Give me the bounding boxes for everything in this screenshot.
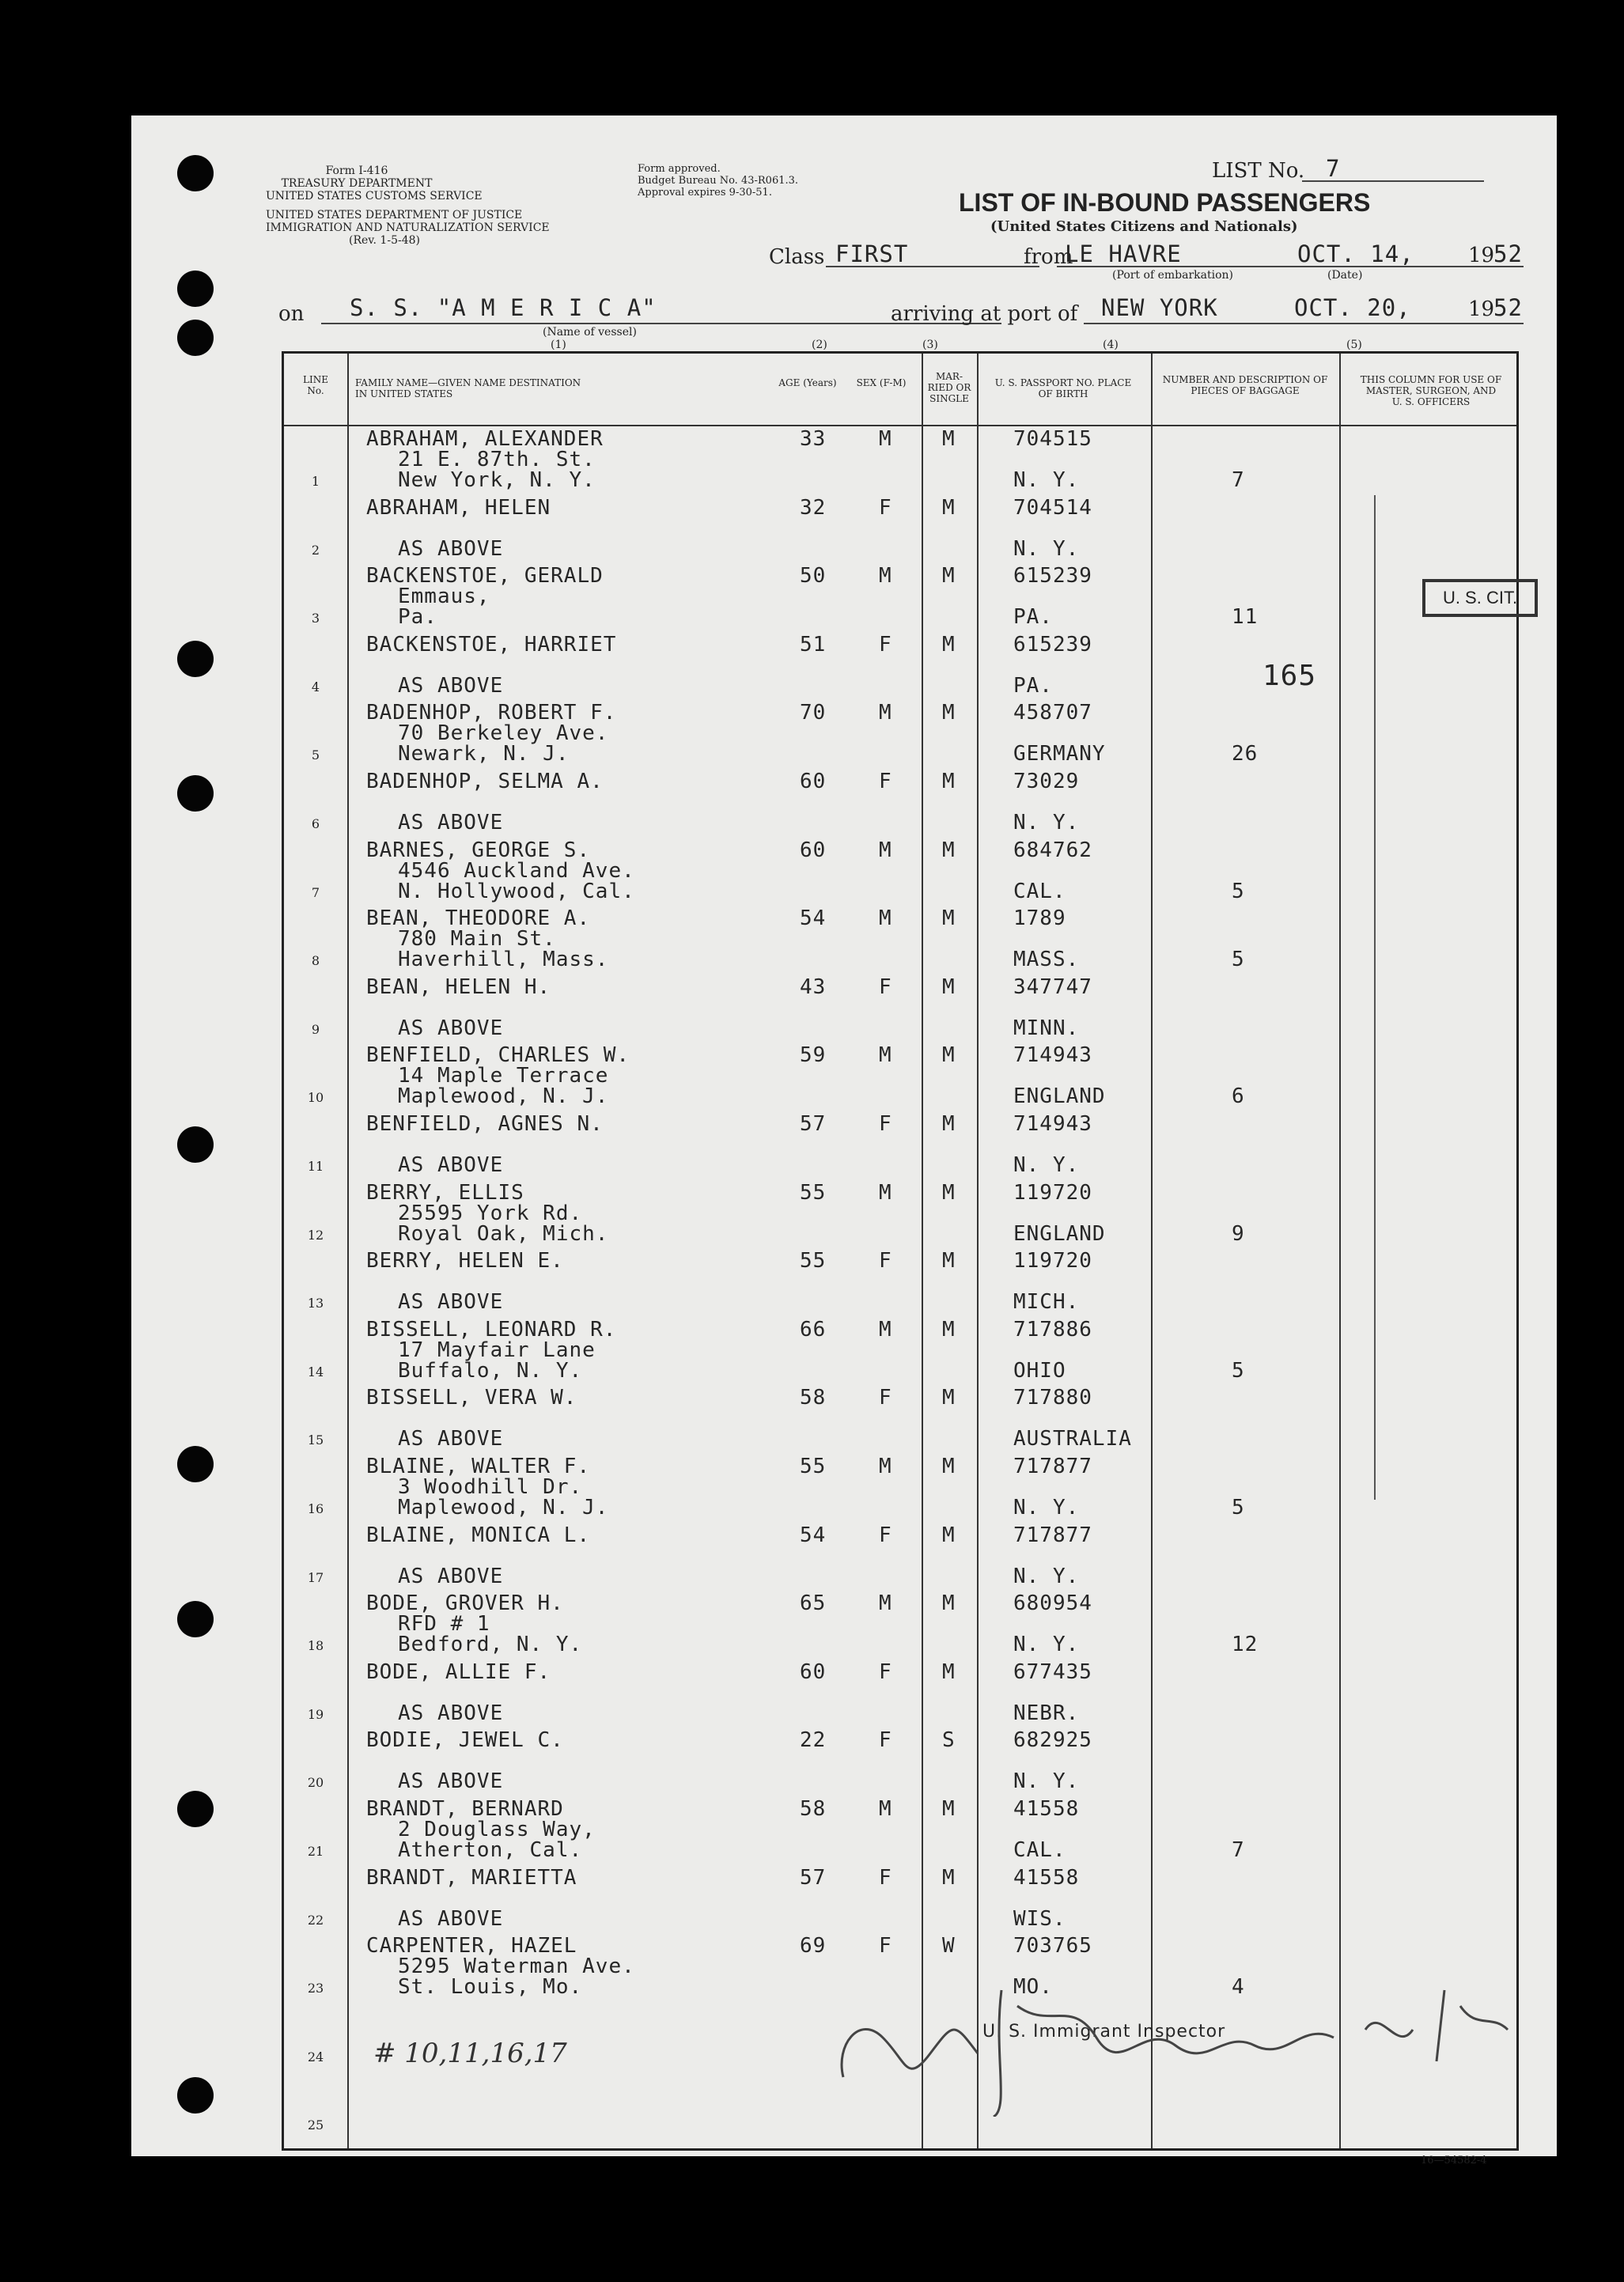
place-of-birth: ENGLAND	[1013, 1084, 1106, 1109]
place-of-birth: OHIO	[1013, 1358, 1066, 1383]
passport-number: 677435	[1013, 1659, 1092, 1684]
marital-status: M	[942, 1317, 956, 1342]
passenger-name: BACKENSTOE, GERALD	[366, 564, 604, 588]
passport-number: 680954	[1013, 1591, 1092, 1616]
table-row	[284, 497, 1516, 565]
list-no-underline	[1302, 180, 1484, 182]
col-header-passport: U. S. PASSPORT NO. PLACE OF BIRTH	[994, 377, 1132, 399]
address-line-2: AS ABOVE	[398, 811, 504, 834]
line-number: 9	[311, 1021, 320, 1037]
passenger-name: CARPENTER, HAZEL	[366, 1934, 577, 1958]
marital-status: M	[942, 1112, 956, 1136]
line-number: 6	[311, 816, 320, 831]
marital-status: M	[942, 564, 956, 588]
passport-number: 347747	[1013, 974, 1092, 999]
binder-hole	[177, 271, 214, 307]
table-row	[284, 1319, 1516, 1387]
arriving-label: arriving at port of	[891, 302, 1078, 326]
address-line-2: AS ABOVE	[398, 1564, 504, 1588]
address-line-2: Royal Oak, Mich.	[398, 1221, 609, 1246]
passport-number: 717877	[1013, 1523, 1092, 1547]
sex: F	[879, 974, 892, 999]
passport-number: 41558	[1013, 1797, 1080, 1821]
approval-block: Form approved. Budget Bureau No. 43-R061.3. Approval expires 9-30-51.	[638, 163, 799, 199]
table-row	[284, 1182, 1516, 1250]
passport-number: 73029	[1013, 770, 1080, 793]
passport-number: 704514	[1013, 495, 1092, 520]
address-line-1: 2 Douglass Way,	[398, 1818, 596, 1841]
marital-status: M	[942, 838, 956, 862]
address-line-1: 70 Berkeley Ave.	[398, 721, 609, 746]
table-row	[284, 702, 1516, 770]
passenger-table	[282, 351, 1519, 2151]
marital-status: M	[942, 1043, 956, 1068]
baggage-count: 6	[1232, 1084, 1245, 1109]
handwritten-note: # 10,11,16,17	[373, 2038, 567, 2069]
address-line-1: 3 Woodhill Dr.	[398, 1475, 583, 1499]
baggage-count: 5	[1232, 1496, 1245, 1519]
place-of-birth: N. Y.	[1013, 1564, 1080, 1588]
passenger-name: BENFIELD, CHARLES W.	[366, 1043, 630, 1068]
sex: M	[879, 906, 892, 931]
table-row	[284, 1250, 1516, 1318]
table-row	[284, 1113, 1516, 1181]
line-number: 21	[307, 1844, 324, 1859]
passenger-name: BISSELL, LEONARD R.	[366, 1317, 617, 1342]
passport-number: 458707	[1013, 701, 1092, 725]
address-line-1: Emmaus,	[398, 585, 490, 609]
marital-status: M	[942, 770, 956, 793]
passport-number: 41558	[1013, 1865, 1080, 1890]
marital-status: M	[942, 1455, 956, 1478]
place-of-birth: NEBR.	[1013, 1701, 1080, 1725]
passport-number: 717880	[1013, 1386, 1092, 1410]
marital-status: M	[942, 1249, 956, 1273]
line-number: 22	[307, 1912, 324, 1928]
address-line-2: Newark, N. J.	[398, 742, 570, 766]
address-line-2: Haverhill, Mass.	[398, 948, 609, 972]
age: 66	[800, 1317, 827, 1342]
place-of-birth: GERMANY	[1013, 742, 1106, 766]
sex: M	[879, 1180, 892, 1205]
passport-number: 119720	[1013, 1249, 1092, 1273]
vessel-name: S. S. "A M E R I C A"	[350, 294, 657, 321]
address-line-2: Maplewood, N. J.	[398, 1496, 609, 1519]
address-line-2: Maplewood, N. J.	[398, 1084, 609, 1109]
passenger-name: BEAN, HELEN H.	[366, 974, 551, 999]
line-number: 2	[311, 542, 320, 558]
place-of-birth: MINN.	[1013, 1016, 1080, 1040]
table-row	[284, 839, 1516, 907]
binder-hole	[177, 641, 214, 677]
baggage-count: 7	[1232, 1838, 1245, 1862]
baggage-count: 5	[1232, 879, 1245, 903]
marital-status: M	[942, 427, 956, 451]
passenger-name: ABRAHAM, ALEXANDER	[366, 427, 604, 451]
address-line-1: 4546 Auckland Ave.	[398, 858, 635, 883]
sex: M	[879, 701, 892, 725]
age: 32	[800, 495, 827, 520]
sex: F	[879, 495, 892, 520]
port-of-embarkation: LE HAVRE	[1065, 240, 1182, 267]
address-line-1: 780 Main St.	[398, 927, 556, 952]
sex: M	[879, 427, 892, 451]
line-number: 10	[307, 1090, 324, 1106]
form-title: LIST OF IN-BOUND PASSENGERS	[959, 188, 1371, 217]
address-line-2: AS ABOVE	[398, 1290, 504, 1315]
age: 33	[800, 427, 827, 451]
embarkation-caption: (Port of embarkation)	[1112, 269, 1233, 282]
list-no-label: LIST No.	[1212, 159, 1305, 183]
line-number: 13	[307, 1296, 324, 1311]
line-number: 3	[311, 611, 320, 626]
address-line-2: New York, N. Y.	[398, 468, 596, 492]
passport-number: 615239	[1013, 632, 1092, 657]
age: 55	[800, 1180, 827, 1205]
place-of-birth: N. Y.	[1013, 1153, 1080, 1177]
age: 50	[800, 564, 827, 588]
sex: M	[879, 564, 892, 588]
line-number: 24	[307, 2049, 324, 2064]
age: 69	[800, 1934, 827, 1958]
age: 70	[800, 701, 827, 725]
address-line-2: Buffalo, N. Y.	[398, 1358, 583, 1383]
arrival-date: OCT. 20,	[1294, 294, 1411, 321]
col-header-age: AGE (Years)	[778, 377, 837, 388]
line-number: 1	[311, 474, 320, 489]
sex: F	[879, 1728, 892, 1753]
class-value: FIRST	[835, 240, 909, 267]
arrival-port: NEW YORK	[1101, 294, 1218, 321]
line-number: 12	[307, 1227, 324, 1243]
sex: M	[879, 1455, 892, 1478]
departure-date: OCT. 14,	[1297, 240, 1414, 267]
sex: F	[879, 1659, 892, 1684]
baggage-count: 5	[1232, 948, 1245, 972]
passenger-name: BODE, GROVER H.	[366, 1591, 564, 1616]
marital-status: W	[942, 1934, 956, 1958]
binder-hole	[177, 1126, 214, 1163]
us-citizen-stamp: U. S. CIT.	[1422, 579, 1538, 617]
line-number: 8	[311, 953, 320, 969]
binder-hole	[177, 1446, 214, 1482]
sex: M	[879, 1797, 892, 1821]
line-number: 16	[307, 1501, 324, 1516]
place-of-birth: N. Y.	[1013, 1496, 1080, 1519]
binder-hole	[177, 155, 214, 191]
col-header-officers: THIS COLUMN FOR USE OF MASTER, SURGEON, AND U. S. OFFICERS	[1360, 374, 1502, 407]
sex: F	[879, 1112, 892, 1136]
date-caption: (Date)	[1327, 269, 1363, 282]
line-number: 15	[307, 1432, 324, 1448]
address-line-1: RFD # 1	[398, 1612, 490, 1637]
marital-status: M	[942, 495, 956, 520]
table-row	[284, 565, 1516, 633]
age: 60	[800, 770, 827, 793]
col-number-5: (5)	[1346, 339, 1362, 351]
sex: M	[879, 838, 892, 862]
address-line-2: AS ABOVE	[398, 673, 504, 698]
address-line-2: AS ABOVE	[398, 1427, 504, 1451]
address-line-1: 25595 York Rd.	[398, 1201, 583, 1225]
place-of-birth: MASS.	[1013, 948, 1080, 972]
age: 58	[800, 1797, 827, 1821]
baggage-count: 5	[1232, 1358, 1245, 1383]
address-line-2: St. Louis, Mo.	[398, 1975, 583, 2000]
address-line-2: N. Hollywood, Cal.	[398, 879, 635, 903]
address-line-1: 21 E. 87th. St.	[398, 448, 596, 471]
passenger-name: BLAINE, WALTER F.	[366, 1455, 591, 1478]
class-underline	[826, 266, 1039, 267]
passport-number: 1789	[1013, 906, 1066, 931]
binder-hole	[177, 1791, 214, 1827]
passenger-name: BODIE, JEWEL C.	[366, 1728, 564, 1753]
list-no-value: 7	[1326, 155, 1341, 182]
binder-hole	[177, 1601, 214, 1637]
line-number: 17	[307, 1569, 324, 1585]
place-of-birth: MICH.	[1013, 1290, 1080, 1315]
age: 55	[800, 1249, 827, 1273]
table-row	[284, 907, 1516, 975]
table-row	[284, 1592, 1516, 1660]
binder-hole	[177, 2077, 214, 2114]
form-id-block: Form I-416 TREASURY DEPARTMENT UNITED STATES CUSTOMS SERVICE	[266, 165, 483, 202]
col-header-sex: SEX (F-M)	[856, 377, 907, 388]
sex: M	[879, 1043, 892, 1068]
arrival-year-prefix: 19	[1468, 297, 1495, 321]
address-line-2: AS ABOVE	[398, 1701, 504, 1725]
age: 55	[800, 1455, 827, 1478]
age: 43	[800, 974, 827, 999]
sex: F	[879, 770, 892, 793]
marital-status: M	[942, 974, 956, 999]
on-label: on	[278, 302, 305, 326]
col-header-line: LINE No.	[303, 374, 328, 396]
place-of-birth: PA.	[1013, 605, 1053, 630]
table-row	[284, 1661, 1516, 1729]
table-row	[284, 1387, 1516, 1455]
col-number-2: (2)	[812, 339, 827, 351]
document-page	[131, 115, 1557, 2167]
age: 59	[800, 1043, 827, 1068]
marital-status: M	[942, 1386, 956, 1410]
passenger-name: BEAN, THEODORE A.	[366, 906, 591, 931]
place-of-birth: N. Y.	[1013, 1769, 1080, 1794]
line-number: 23	[307, 1981, 324, 1996]
age: 60	[800, 838, 827, 862]
place-of-birth: N. Y.	[1013, 536, 1080, 561]
place-of-birth: WIS.	[1013, 1906, 1066, 1931]
passport-number: 615239	[1013, 564, 1092, 588]
passenger-name: BISSELL, VERA W.	[366, 1386, 577, 1410]
arrival-year: 52	[1493, 294, 1523, 321]
sex: F	[879, 1249, 892, 1273]
passenger-name: BACKENSTOE, HARRIET	[366, 632, 617, 657]
passenger-name: BERRY, HELEN E.	[366, 1249, 564, 1273]
passport-number: 714943	[1013, 1043, 1092, 1068]
passport-number: 704515	[1013, 427, 1092, 451]
passenger-name: BARNES, GEORGE S.	[366, 838, 591, 862]
table-row	[284, 1044, 1516, 1112]
marital-status: M	[942, 632, 956, 657]
place-of-birth: ENGLAND	[1013, 1221, 1106, 1246]
passenger-name: BADENHOP, SELMA A.	[366, 770, 604, 793]
passport-number: 714943	[1013, 1112, 1092, 1136]
address-line-2: AS ABOVE	[398, 1769, 504, 1794]
passport-number: 717886	[1013, 1317, 1092, 1342]
justice-dept-block: UNITED STATES DEPARTMENT OF JUSTICE IMMIGRATION AND NATURALIZATION SERVICE (Rev. 1-5-48)	[266, 209, 550, 247]
col-header-baggage: NUMBER AND DESCRIPTION OF PIECES OF BAGGAGE	[1162, 374, 1328, 396]
passport-number: 717877	[1013, 1455, 1092, 1478]
marital-status: M	[942, 701, 956, 725]
passenger-name: BADENHOP, ROBERT F.	[366, 701, 617, 725]
header-divider	[284, 425, 1516, 426]
officer-check-line	[1374, 495, 1376, 1500]
passport-number: 703765	[1013, 1934, 1092, 1958]
marital-status: S	[942, 1728, 956, 1753]
table-row	[284, 634, 1516, 702]
passenger-name: BERRY, ELLIS	[366, 1180, 524, 1205]
passenger-name: BLAINE, MONICA L.	[366, 1523, 591, 1547]
table-row	[284, 1524, 1516, 1592]
sex: F	[879, 1865, 892, 1890]
binder-hole	[177, 320, 214, 356]
sex: F	[879, 1523, 892, 1547]
passenger-name: BENFIELD, AGNES N.	[366, 1112, 604, 1136]
place-of-birth: N. Y.	[1013, 811, 1080, 834]
passport-number: 682925	[1013, 1728, 1092, 1753]
col-header-name: FAMILY NAME—GIVEN NAME DESTINATION IN UNITED STATES	[355, 377, 581, 399]
age: 57	[800, 1112, 827, 1136]
age: 54	[800, 1523, 827, 1547]
line-number: 14	[307, 1364, 324, 1379]
line-number: 20	[307, 1775, 324, 1791]
baggage-count: 26	[1232, 742, 1259, 766]
line-number: 25	[307, 2117, 324, 2133]
marital-status: M	[942, 1659, 956, 1684]
passenger-name: BODE, ALLIE F.	[366, 1659, 551, 1684]
binder-hole	[177, 775, 214, 812]
table-row	[284, 428, 1516, 496]
inspector-signature	[812, 1958, 1571, 2117]
line-number: 11	[307, 1159, 324, 1174]
age: 51	[800, 632, 827, 657]
passport-number: 684762	[1013, 838, 1092, 862]
age: 54	[800, 906, 827, 931]
sex: M	[879, 1317, 892, 1342]
place-of-birth: CAL.	[1013, 879, 1066, 903]
table-row	[284, 1455, 1516, 1523]
line-number: 7	[311, 884, 320, 900]
marital-status: M	[942, 1591, 956, 1616]
table-row	[284, 1867, 1516, 1935]
marital-status: M	[942, 1180, 956, 1205]
sex: F	[879, 1934, 892, 1958]
baggage-count: 11	[1232, 605, 1259, 630]
age: 57	[800, 1865, 827, 1890]
inspector-title: U. S. Immigrant Inspector	[982, 2022, 1226, 2042]
place-of-birth: CAL.	[1013, 1838, 1066, 1862]
departure-year-prefix: 19	[1468, 244, 1495, 267]
table-row	[284, 1729, 1516, 1797]
address-line-2: AS ABOVE	[398, 1906, 504, 1931]
from-label: from	[1024, 245, 1073, 269]
line-number: 19	[307, 1706, 324, 1722]
age: 58	[800, 1386, 827, 1410]
vessel-caption: (Name of vessel)	[543, 326, 637, 339]
line-number: 4	[311, 679, 320, 694]
marital-status: M	[942, 1523, 956, 1547]
sex: F	[879, 1386, 892, 1410]
address-line-2: Pa.	[398, 605, 437, 630]
passport-number: 119720	[1013, 1180, 1092, 1205]
class-label: Class	[769, 245, 825, 269]
marital-status: M	[942, 1865, 956, 1890]
marital-status: M	[942, 906, 956, 931]
address-line-2: AS ABOVE	[398, 536, 504, 561]
sex: M	[879, 1591, 892, 1616]
col-number-4: (4)	[1103, 339, 1119, 351]
marital-status: M	[942, 1797, 956, 1821]
passenger-name: ABRAHAM, HELEN	[366, 495, 551, 520]
address-line-1: 5295 Waterman Ave.	[398, 1955, 635, 1979]
baggage-count: 4	[1232, 1975, 1245, 2000]
address-line-1: 14 Maple Terrace	[398, 1064, 609, 1088]
age: 22	[800, 1728, 827, 1753]
address-line-2: AS ABOVE	[398, 1153, 504, 1177]
address-line-2: AS ABOVE	[398, 1016, 504, 1040]
date-underline	[1286, 266, 1524, 267]
place-of-birth: PA.	[1013, 673, 1053, 698]
baggage-count: 7	[1232, 468, 1245, 492]
table-row	[284, 770, 1516, 838]
age: 65	[800, 1591, 827, 1616]
baggage-count: 9	[1232, 1221, 1245, 1246]
place-of-birth: MO.	[1013, 1975, 1053, 2000]
place-of-birth: N. Y.	[1013, 1633, 1080, 1657]
line-number: 18	[307, 1638, 324, 1654]
address-line-2: Atherton, Cal.	[398, 1838, 583, 1862]
table-row	[284, 976, 1516, 1044]
passenger-name: BRANDT, BERNARD	[366, 1797, 564, 1821]
col-number-3: (3)	[922, 339, 938, 351]
table-row	[284, 1798, 1516, 1866]
col-number-1: (1)	[551, 339, 566, 351]
age: 60	[800, 1659, 827, 1684]
place-of-birth: N. Y.	[1013, 468, 1080, 492]
col-header-married: MAR-RIED OR SINGLE	[927, 371, 971, 404]
footer-code: 16—54582-4	[1421, 2155, 1487, 2167]
sex: F	[879, 632, 892, 657]
departure-year: 52	[1493, 240, 1523, 267]
form-subtitle: (United States Citizens and Nationals)	[990, 218, 1298, 235]
address-line-1: 17 Mayfair Lane	[398, 1338, 596, 1362]
address-line-2: Bedford, N. Y.	[398, 1633, 583, 1657]
place-of-birth: AUSTRALIA	[1013, 1427, 1132, 1451]
officer-count: 165	[1262, 660, 1317, 692]
line-number: 5	[311, 747, 320, 763]
arrival-date-underline	[1286, 323, 1524, 324]
passenger-name: BRANDT, MARIETTA	[366, 1865, 577, 1890]
baggage-count: 12	[1232, 1633, 1259, 1657]
